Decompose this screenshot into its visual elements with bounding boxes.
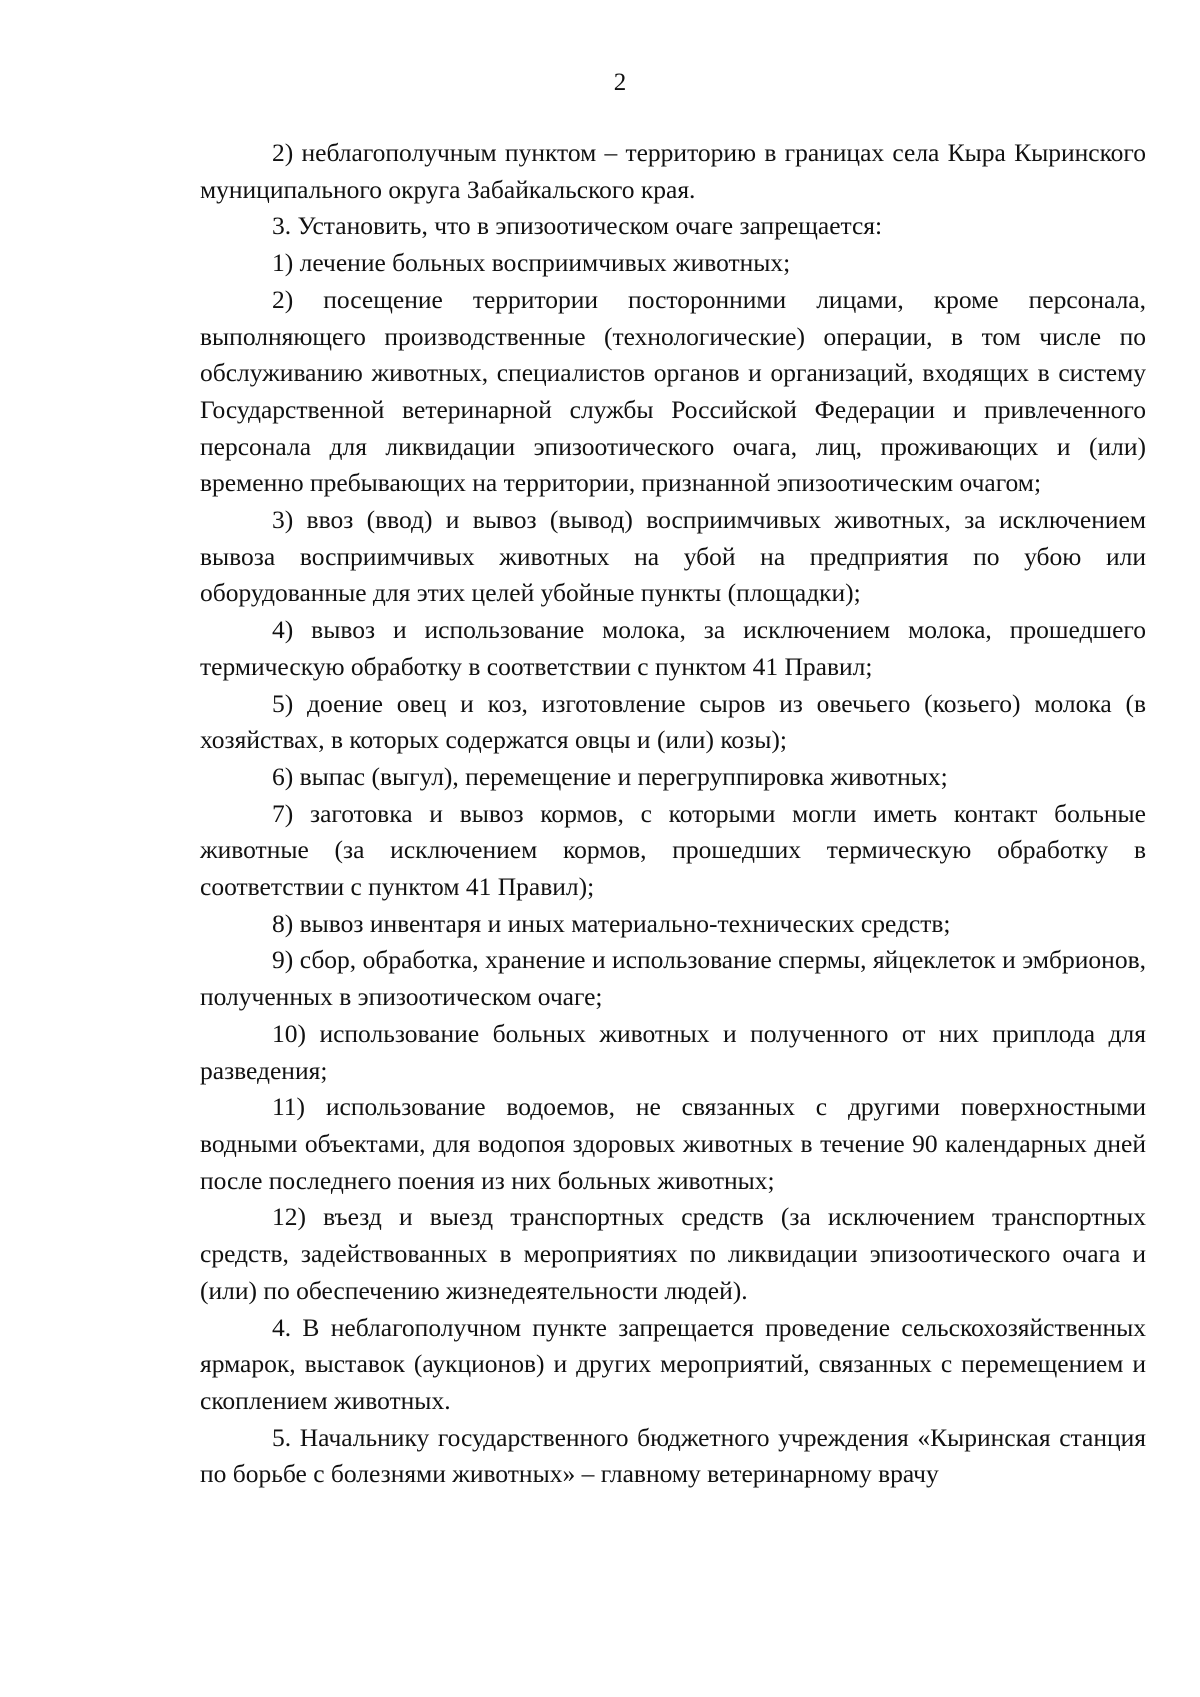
- paragraph-prohibition-12: 12) въезд и выезд транспортных средств (за исключением транспортных средств, задействованных в мероприятиях по ликвидации эпизоотического очага и (или) по обеспечению жизнедеятельности людей).: [200, 1202, 1146, 1305]
- paragraph-prohibition-11: 11) использование водоемов, не связанных с другими поверхностными водными объектами, для водопоя здоровых животных в течение 90 календарных дней после последнего поения из них больных животных;: [200, 1092, 1146, 1195]
- paragraph-item-5: 5. Начальнику государственного бюджетного учреждения «Кыринская станция по борьбе с болезнями животных» – главному ветеринарному врачу: [200, 1422, 1146, 1489]
- paragraph-item-3-prohibitions: 3. Установить, что в эпизоотическом очаге запрещается:: [272, 211, 883, 241]
- paragraph-prohibition-2: 2) посещение территории посторонними лицами, кроме персонала, выполняющего производственные (технологические) операции, в том числе по обслуживанию животных, специалистов органов и организаций, входящих в систему Государственной ветеринарной службы Российской Федерации и привлеченного персонала для ликвидации эпизоотического очага, лиц, проживающих и (или) временно пребывающих на территории, признанной эпизоотическим очагом;: [200, 284, 1146, 498]
- paragraph-prohibition-8: 8) вывоз инвентаря и иных материально-технических средств;: [272, 908, 951, 938]
- paragraph-prohibition-5: 5) доение овец и коз, изготовление сыров из овечьего (козьего) молока (в хозяйствах, в которых содержатся овцы и (или) козы);: [200, 688, 1146, 755]
- paragraph-prohibition-7: 7) заготовка и вывоз кормов, с которыми могли иметь контакт больные животные (за исключением кормов, прошедших термическую обработку в соответствии с пунктом 41 Правил);: [200, 798, 1146, 902]
- page-number: 2: [613, 69, 627, 96]
- paragraph-prohibition-9: 9) сбор, обработка, хранение и использование спермы, яйцеклеток и эмбрионов, полученных в эпизоотическом очаге;: [200, 945, 1146, 1012]
- paragraph-prohibition-1: 1) лечение больных восприимчивых животных;: [272, 248, 791, 278]
- paragraph-item-4: 4. В неблагополучном пункте запрещается проведение сельскохозяйственных ярмарок, выставок (аукционов) и других мероприятий, связанных с перемещением и скоплением животных.: [200, 1312, 1146, 1415]
- paragraph-prohibition-10: 10) использование больных животных и полученного от них приплода для разведения;: [200, 1018, 1146, 1085]
- document-body: [200, 135, 1146, 1493]
- paragraph-prohibition-4: 4) вывоз и использование молока, за исключением молока, прошедшего термическую обработку в соответствии с пунктом 41 Правил;: [200, 615, 1146, 681]
- paragraph-prohibition-6: 6) выпас (выгул), перемещение и перегруппировка животных;: [272, 761, 948, 791]
- paragraph-unfavorable-point: 2) неблагополучным пунктом – территорию в границах села Кыра Кыринского муниципального округа Забайкальского края.: [200, 138, 1146, 204]
- paragraph-prohibition-3: 3) ввоз (ввод) и вывоз (вывод) восприимчивых животных, за исключением вывоза восприимчивых животных на убой на предприятия по убою или оборудованные для этих целей убойные пункты (площадки);: [200, 505, 1146, 608]
